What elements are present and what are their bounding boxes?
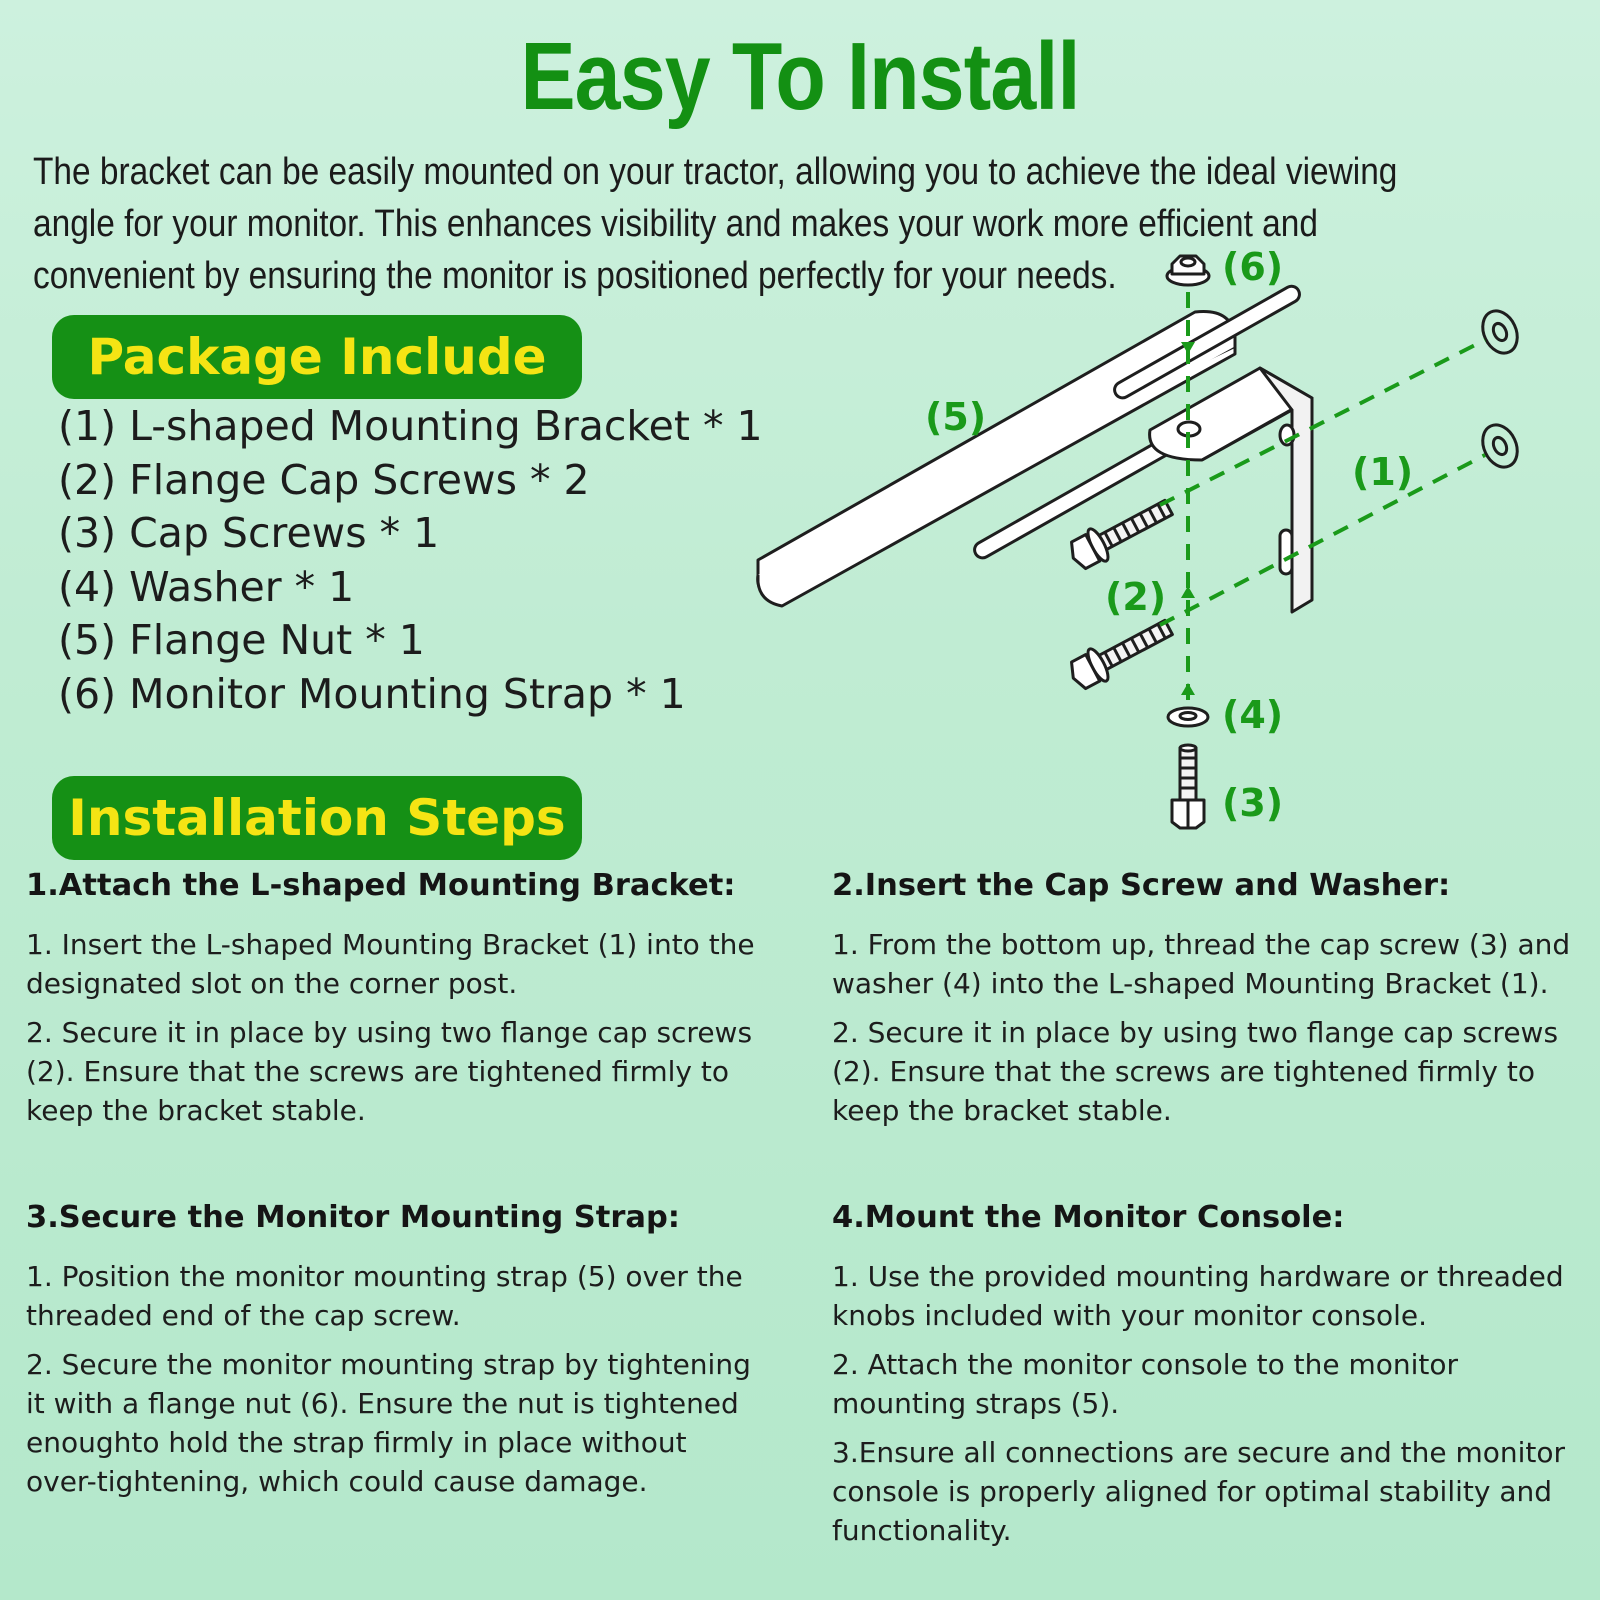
step-title: 1.Attach the L-shaped Mounting Bracket: xyxy=(26,868,736,903)
page-title: Easy To Install xyxy=(520,23,1080,130)
list-item: (1) L-shaped Mounting Bracket * 1 xyxy=(58,402,763,450)
step-4 xyxy=(832,1200,1572,1560)
step-paragraph: 2. Attach the monitor console to the monitor mounting straps (5). xyxy=(832,1348,1459,1420)
step-2 xyxy=(832,868,1572,1140)
step-title: 2.Insert the Cap Screw and Washer: xyxy=(832,868,1451,903)
step-paragraph: 1. From the bottom up, thread the cap screw (3) and washer (4) into the L-shaped Mounting Bracket (1). xyxy=(832,928,1571,1000)
label-4: (4) xyxy=(1222,693,1284,737)
label-2: (2) xyxy=(1105,575,1167,619)
step-title: 4.Mount the Monitor Console: xyxy=(832,1200,1345,1235)
step-3 xyxy=(26,1200,766,1511)
cap-screw-illustration xyxy=(1172,745,1204,828)
list-item: (5) Flange Nut * 1 xyxy=(58,616,425,664)
list-item: (6) Monitor Mounting Strap * 1 xyxy=(58,669,686,718)
package-include-heading: Package Include xyxy=(52,315,582,399)
step-paragraph: 1. Position the monitor mounting strap (5) over the threaded end of the cap screw. xyxy=(26,1260,743,1332)
step-paragraph: 2. Secure the monitor mounting strap by tightening it with a flange nut (6). Ensure the nut is tightened enoughto hold the strap firmly in place without over-tightening, which could cause damage. xyxy=(26,1348,751,1498)
intro-text: The bracket can be easily mounted on your tractor, allowing you to achieve the ideal viewing angle for your monitor. This enhances visibility and makes your work more efficient and convenient by ensuring the monitor is positioned perfectly for your needs. xyxy=(33,151,1398,297)
step-paragraph: 2. Secure it in place by using two flange cap screws (2). Ensure that the screws are tightened firmly to keep the bracket stable. xyxy=(26,1016,753,1127)
label-5: (5) xyxy=(925,395,987,439)
step-paragraph: 1. Insert the L-shaped Mounting Bracket (1) into the designated slot on the corner post. xyxy=(26,928,755,1000)
step-paragraph: 1. Use the provided mounting hardware or threaded knobs included with your monitor console. xyxy=(832,1260,1564,1332)
list-item: (3) Cap Screws * 1 xyxy=(58,509,440,557)
washer-illustration xyxy=(1168,708,1208,726)
step-title: 3.Secure the Monitor Mounting Strap: xyxy=(26,1200,680,1235)
flange-nut-illustration xyxy=(1167,256,1209,285)
label-1: (1) xyxy=(1352,450,1414,494)
package-list xyxy=(58,400,763,721)
list-item: (4) Washer * 1 xyxy=(58,562,355,611)
knob-icon xyxy=(1476,305,1524,472)
label-6: (6) xyxy=(1222,250,1284,289)
step-paragraph: 2. Secure it in place by using two flange cap screws (2). Ensure that the screws are tightened firmly to keep the bracket stable. xyxy=(832,1016,1559,1127)
label-3: (3) xyxy=(1222,781,1284,825)
step-1 xyxy=(26,868,766,1140)
installation-steps-heading: Installation Steps xyxy=(52,776,582,860)
assembly-diagram xyxy=(740,250,1560,850)
list-item: (2) Flange Cap Screws * 2 xyxy=(58,455,590,504)
step-paragraph: 3.Ensure all connections are secure and the monitor console is properly aligned for optimal stability and functionality. xyxy=(832,1436,1566,1547)
l-bracket-illustration xyxy=(1150,368,1312,612)
